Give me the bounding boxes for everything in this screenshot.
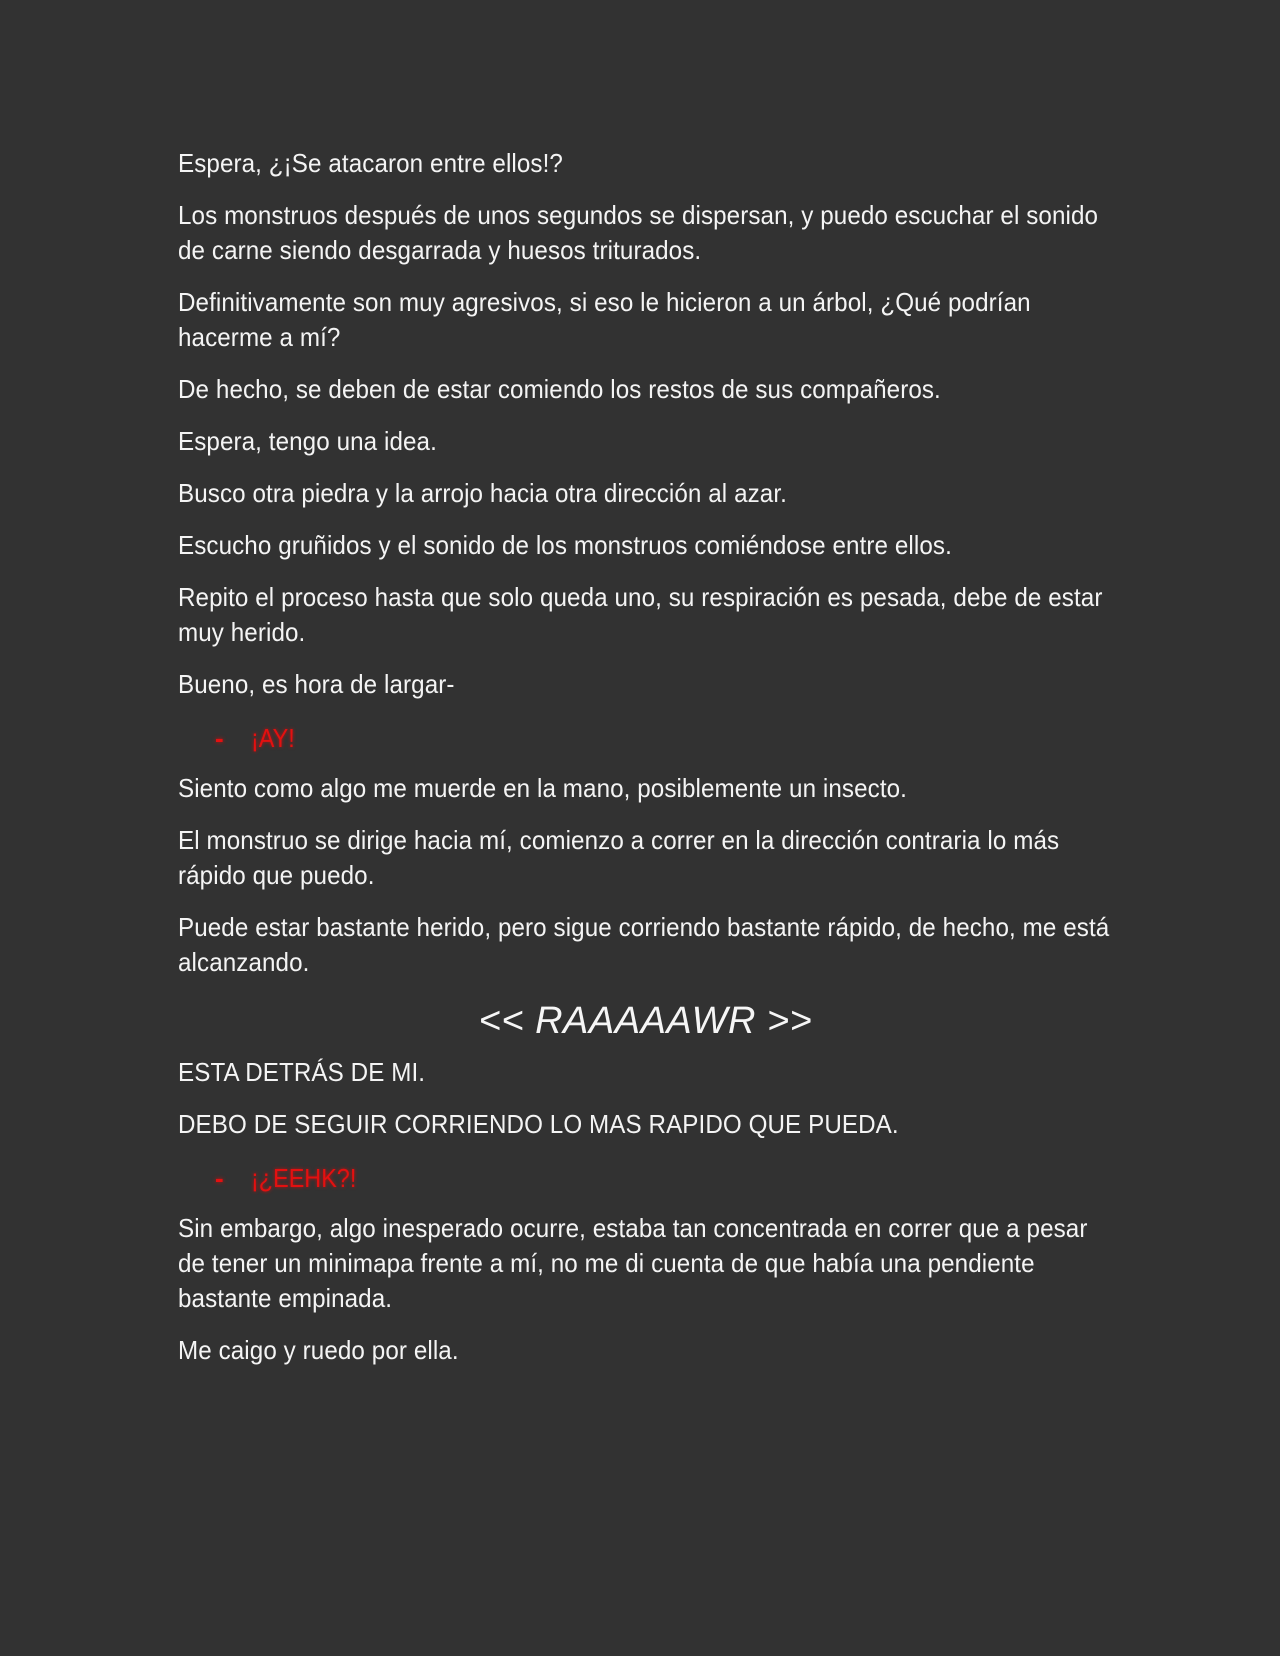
paragraph: ESTA DETRÁS DE MI.: [178, 1057, 426, 1087]
shout-line: [215, 719, 1113, 757]
dash-bullet: -: [215, 722, 224, 753]
roar-sound-effect: << RAAAAAWR >>: [478, 1000, 813, 1042]
paragraph: Bueno, es hora de largar-: [178, 669, 455, 699]
shout-text: ¡AY!: [251, 722, 295, 753]
paragraph: De hecho, se deben de estar comiendo los restos de sus compañeros.: [178, 374, 941, 404]
paragraph: Espera, ¿¡Se atacaron entre ellos!?: [178, 148, 563, 178]
paragraph: Escucho gruñidos y el sonido de los monstruos comiéndose entre ellos.: [178, 530, 952, 560]
paragraph: Me caigo y ruedo por ella.: [178, 1335, 459, 1365]
paragraph: Definitivamente son muy agresivos, si eso le hicieron a un árbol, ¿Qué podrían hacerme a mí?: [178, 287, 1031, 352]
paragraph: DEBO DE SEGUIR CORRIENDO LO MAS RAPIDO QUE PUEDA.: [178, 1109, 899, 1139]
shout-line: [215, 1159, 1113, 1197]
paragraph: Siento como algo me muerde en la mano, posiblemente un insecto.: [178, 773, 908, 803]
paragraph: Busco otra piedra y la arrojo hacia otra dirección al azar.: [178, 478, 787, 508]
paragraph: Repito el proceso hasta que solo queda uno, su respiración es pesada, debe de estar muy herido.: [178, 582, 1103, 647]
paragraph: Espera, tengo una idea.: [178, 426, 437, 456]
paragraph: Los monstruos después de unos segundos se dispersan, y puedo escuchar el sonido de carne siendo desgarrada y huesos triturados.: [178, 200, 1099, 265]
dash-bullet: -: [215, 1162, 224, 1193]
paragraph: El monstruo se dirige hacia mí, comienzo a correr en la dirección contraria lo más rápido que puedo.: [178, 825, 1060, 890]
document-body: [178, 146, 1113, 1385]
shout-text: ¡¿EEHK?!: [251, 1162, 357, 1193]
paragraph: Sin embargo, algo inesperado ocurre, estaba tan concentrada en correr que a pesar de tener un minimapa frente a mí, no me di cuenta de que había una pendiente bastante empinada.: [178, 1213, 1088, 1313]
paragraph: Puede estar bastante herido, pero sigue corriendo bastante rápido, de hecho, me está alcanzando.: [178, 912, 1110, 977]
